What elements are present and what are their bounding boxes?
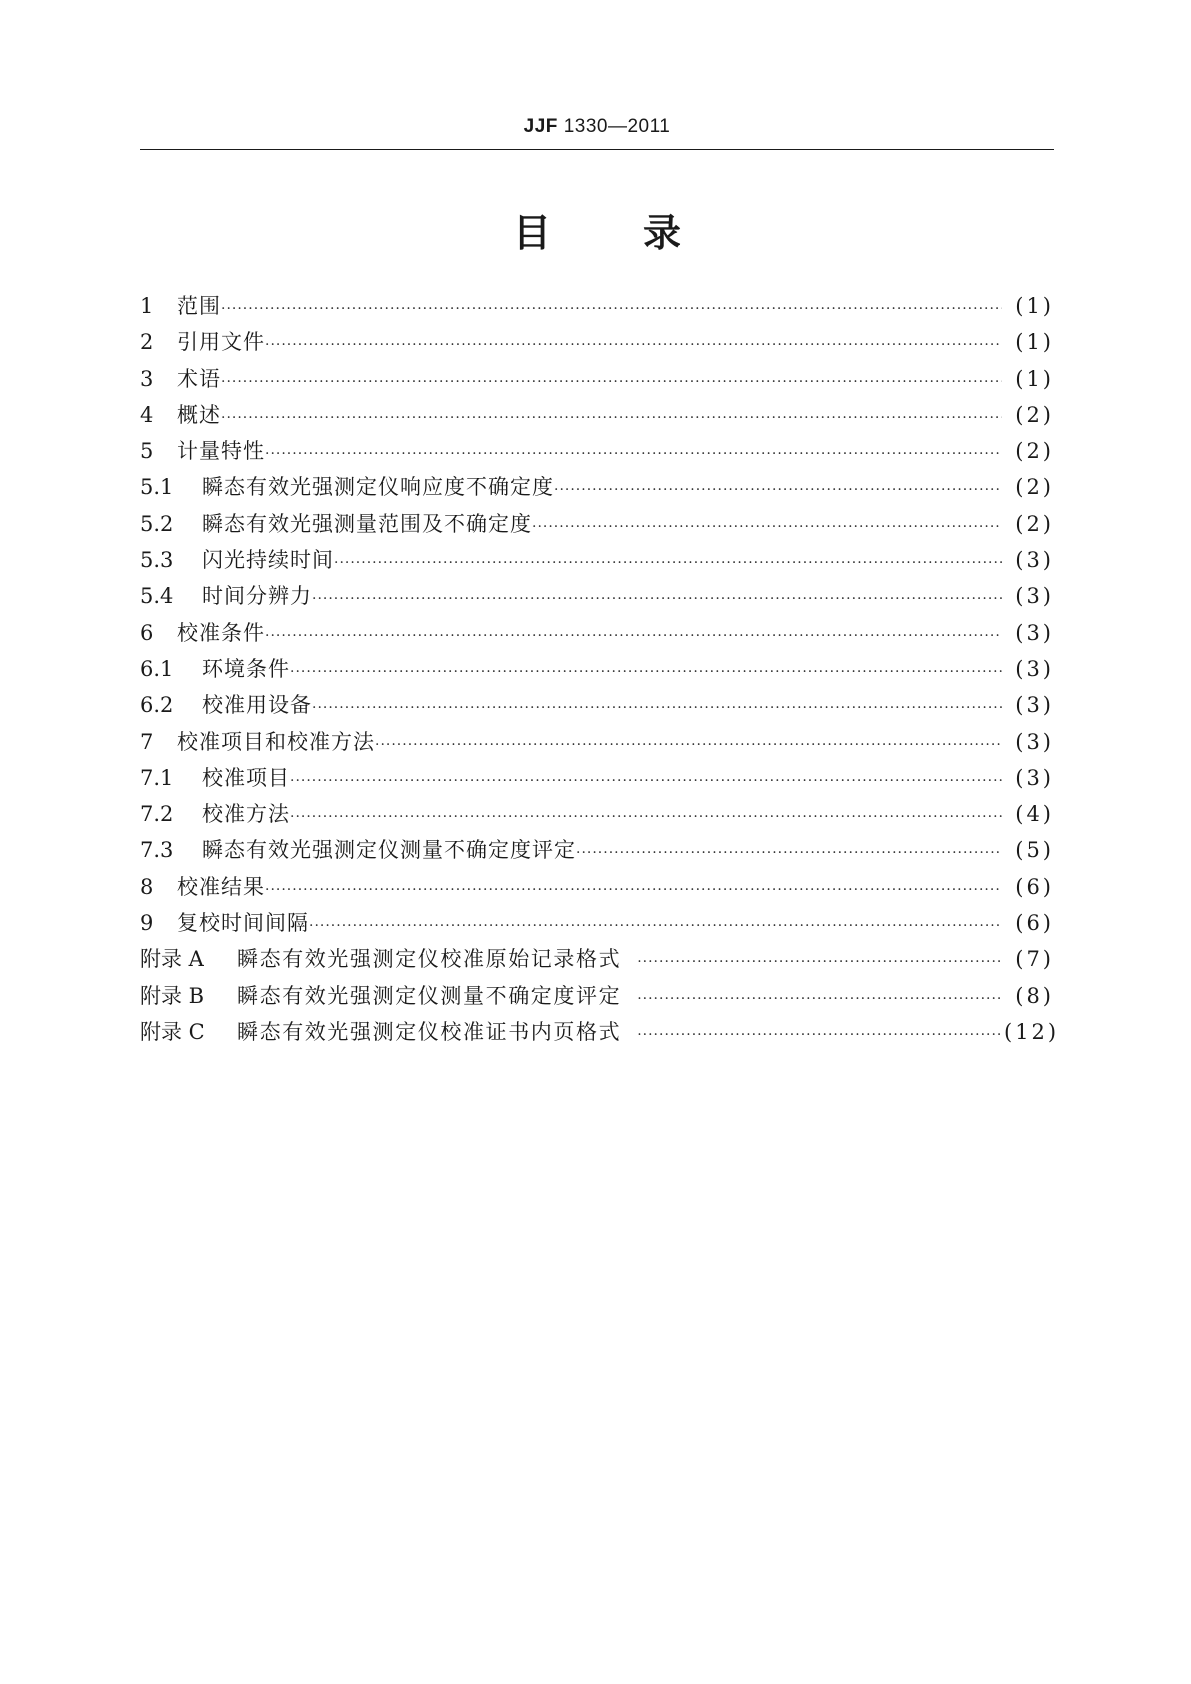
toc-entry-page: (4) [1015, 802, 1054, 827]
toc-entry[interactable] [140, 433, 1054, 469]
toc-entry-label: 校准结果 [177, 874, 265, 899]
toc-leader-dots [265, 327, 1002, 363]
toc-entry-page: (6) [1015, 911, 1054, 936]
toc-leader-dots [637, 944, 1002, 980]
toc-entry-page: (3) [1015, 548, 1054, 573]
toc-leader-dots [290, 654, 1002, 690]
toc-leader-dots [532, 509, 1002, 545]
toc-entry-page: (3) [1015, 765, 1054, 790]
toc-entry-number: 5 [140, 439, 154, 464]
toc-leader-dots [290, 763, 1002, 799]
toc-leader-dots [334, 545, 1002, 581]
toc-entry-label: 瞬态有效光强测量范围及不确定度 [202, 511, 532, 536]
toc-leader-dots [637, 1017, 1002, 1053]
toc-entry-label: 术语 [177, 366, 221, 391]
toc-entry-label: 瞬态有效光强测定仪响应度不确定度 [202, 475, 554, 500]
toc-entry-number: 3 [140, 366, 154, 391]
toc-entry-label: 复校时间间隔 [177, 911, 309, 936]
toc-entry-number: 5.2 [140, 511, 174, 536]
toc-entry-label: 校准方法 [202, 802, 290, 827]
toc-entry-page: (3) [1015, 584, 1054, 609]
toc-entry-label: 瞬态有效光强测定仪测量不确定度评定 [202, 838, 576, 863]
toc-entry-page: (3) [1015, 656, 1054, 681]
toc-entry-page: (7) [1015, 947, 1054, 972]
title-char-2: 录 [643, 211, 682, 255]
toc-entry-number: 2 [140, 330, 154, 355]
table-of-contents [140, 288, 1060, 1050]
toc-entry[interactable] [140, 1014, 1060, 1050]
toc-leader-dots [221, 364, 1002, 400]
toc-entry[interactable] [140, 397, 1054, 433]
toc-entry-page: (2) [1015, 439, 1054, 464]
toc-entry-number: 5.4 [140, 584, 174, 609]
toc-entry[interactable] [140, 324, 1054, 360]
toc-entry[interactable] [140, 796, 1054, 832]
toc-entry-page: (2) [1015, 402, 1054, 427]
toc-entry-page: (3) [1015, 693, 1054, 718]
toc-entry[interactable] [140, 469, 1054, 505]
toc-entry-page: (1) [1015, 366, 1054, 391]
toc-entry-page: (1) [1015, 330, 1054, 355]
toc-entry[interactable] [140, 941, 1054, 977]
toc-entry-number: 6.1 [140, 656, 174, 681]
toc-entry-number: 4 [140, 402, 154, 427]
toc-leader-dots [312, 690, 1002, 726]
toc-entry-number: 5.3 [140, 548, 174, 573]
toc-entry-number: 7 [140, 729, 154, 754]
toc-entry-label: 概述 [177, 402, 221, 427]
toc-entry[interactable] [140, 724, 1054, 760]
toc-leader-dots [309, 908, 1002, 944]
toc-entry-label: 校准用设备 [202, 693, 312, 718]
toc-leader-dots [265, 872, 1002, 908]
toc-leader-dots [290, 799, 1002, 835]
standard-code-prefix: JJF [523, 116, 558, 137]
toc-entry-number: 9 [140, 911, 154, 936]
page-title [140, 202, 1054, 257]
toc-entry[interactable] [140, 832, 1054, 868]
toc-leader-dots [265, 436, 1002, 472]
toc-leader-dots [637, 981, 1002, 1017]
toc-entry-number: 5.1 [140, 475, 174, 500]
toc-entry-label: 时间分辨力 [202, 584, 312, 609]
toc-entry-label: 瞬态有效光强测定仪校准证书内页格式 [237, 1019, 622, 1044]
toc-leader-dots [312, 581, 1002, 617]
toc-entry-label: 范围 [177, 294, 221, 318]
toc-entry[interactable] [140, 288, 1054, 324]
toc-entry-label: 瞬态有效光强测定仪校准原始记录格式 [237, 947, 622, 972]
toc-entry-label: 瞬态有效光强测定仪测量不确定度评定 [237, 983, 622, 1008]
toc-entry-number: 1 [140, 294, 154, 318]
toc-entry-page: (5) [1015, 838, 1054, 863]
toc-entry[interactable] [140, 361, 1054, 397]
toc-entry-number: 附录 C [140, 1019, 205, 1044]
toc-entry[interactable] [140, 615, 1054, 651]
toc-leader-dots [576, 835, 1002, 871]
toc-entry-page: (2) [1015, 511, 1054, 536]
toc-entry-label: 闪光持续时间 [202, 548, 334, 573]
standard-code-number: 1330—2011 [563, 116, 671, 137]
toc-entry[interactable] [140, 869, 1054, 905]
toc-entry-label: 校准项目和校准方法 [177, 729, 375, 754]
toc-entry-number: 6.2 [140, 693, 174, 718]
toc-entry-number: 7.3 [140, 838, 174, 863]
toc-entry-number: 8 [140, 874, 154, 899]
toc-entry-page: (3) [1015, 729, 1054, 754]
toc-entry-label: 校准条件 [177, 620, 265, 645]
toc-leader-dots [221, 291, 1002, 327]
toc-entry-number: 附录 A [140, 947, 204, 972]
toc-entry[interactable] [140, 905, 1054, 941]
page-header [140, 116, 1054, 138]
toc-entry-page: (1) [1015, 294, 1054, 318]
toc-entry-page: (3) [1015, 620, 1054, 645]
toc-entry[interactable] [140, 760, 1054, 796]
toc-entry[interactable] [140, 506, 1054, 542]
title-char-1: 目 [512, 211, 551, 255]
toc-entry[interactable] [140, 542, 1054, 578]
toc-leader-dots [554, 472, 1002, 508]
toc-entry[interactable] [140, 978, 1054, 1014]
toc-entry-page: (12) [1004, 1019, 1060, 1044]
toc-entry-label: 校准项目 [202, 765, 290, 790]
toc-entry[interactable] [140, 651, 1054, 687]
toc-entry[interactable] [140, 578, 1054, 614]
toc-entry-page: (6) [1015, 874, 1054, 899]
toc-leader-dots [265, 618, 1002, 654]
toc-entry-number: 7.1 [140, 765, 174, 790]
toc-entry-label: 引用文件 [177, 330, 265, 355]
toc-entry-number: 6 [140, 620, 154, 645]
header-divider [140, 149, 1054, 150]
toc-entry-label: 环境条件 [202, 656, 290, 681]
toc-entry-page: (8) [1015, 983, 1054, 1008]
toc-leader-dots [375, 727, 1002, 763]
toc-entry-page: (2) [1015, 475, 1054, 500]
toc-entry-label: 计量特性 [177, 439, 265, 464]
toc-entry-number: 附录 B [140, 983, 205, 1008]
toc-entry-number: 7.2 [140, 802, 174, 827]
toc-entry[interactable] [140, 687, 1054, 723]
toc-leader-dots [221, 400, 1002, 436]
